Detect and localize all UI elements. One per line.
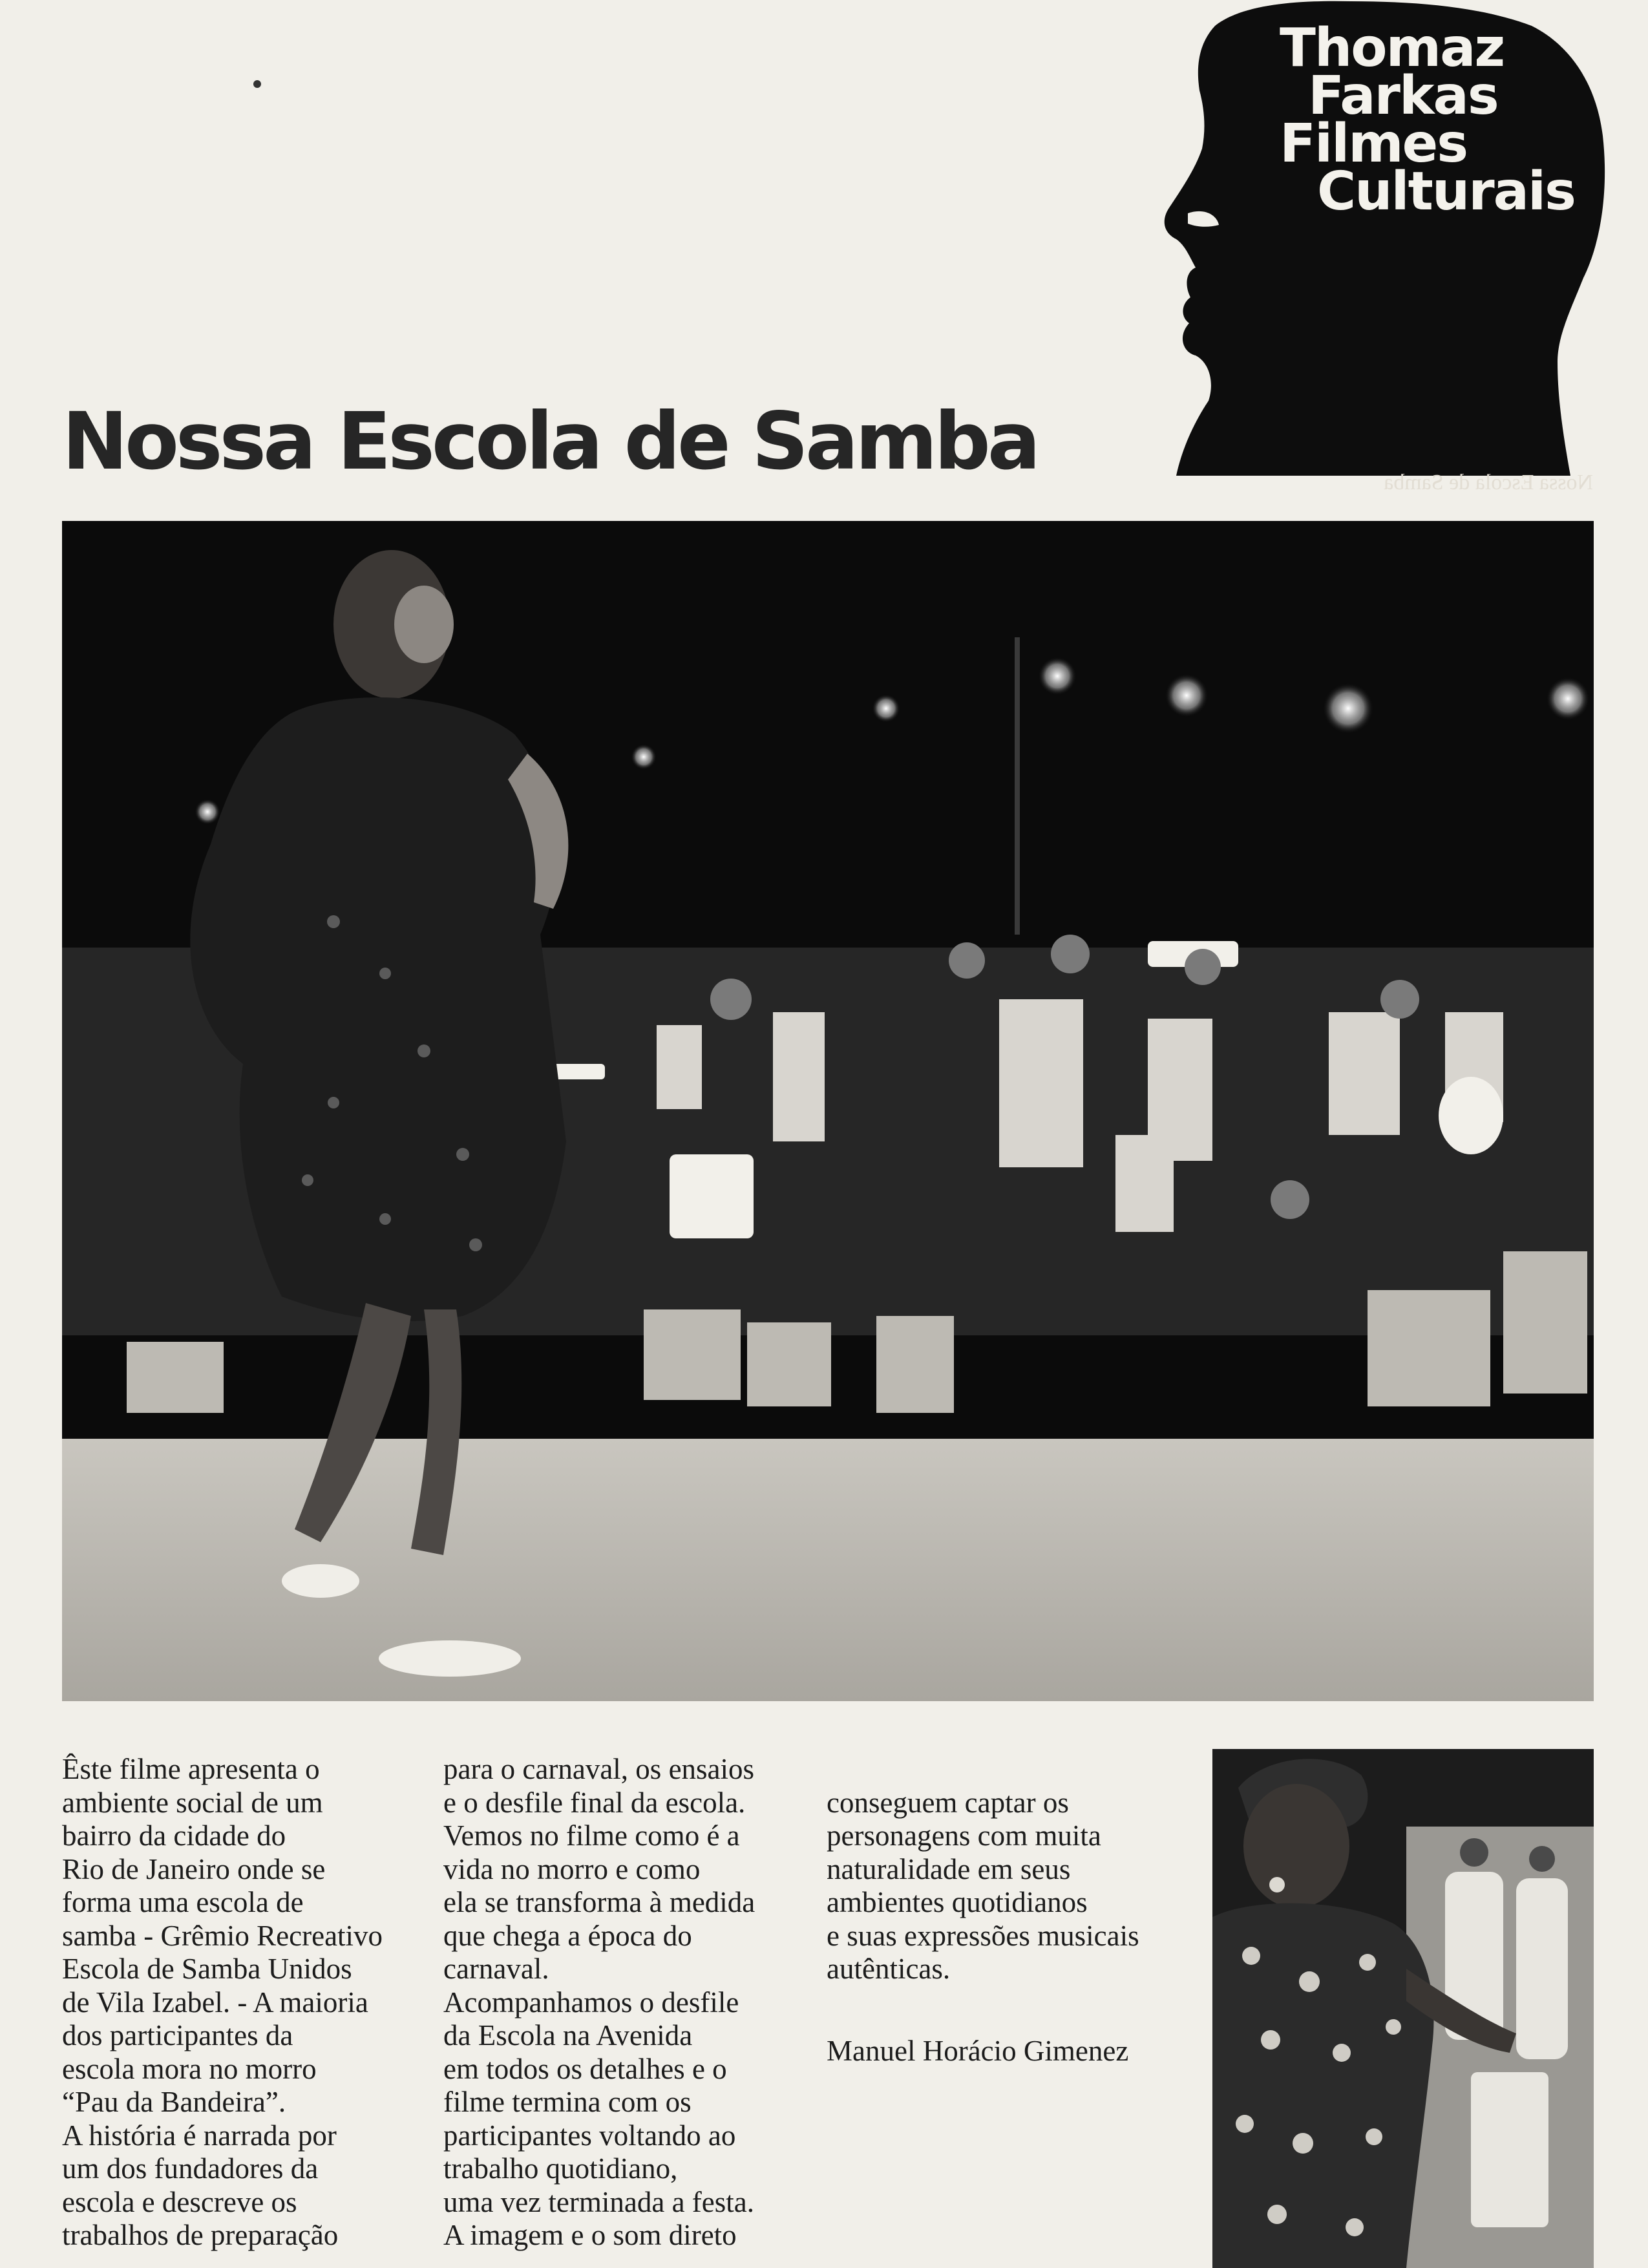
paper-speck <box>253 80 261 88</box>
main-photo <box>62 521 1594 1701</box>
body-text-column-3 <box>827 1753 1188 2101</box>
photo-samba-dancer-crowd-icon <box>62 521 1594 1701</box>
brand-name <box>1280 17 1575 222</box>
body-text-column-3-text: conseguem captar os personagens com muita naturalidade em seus ambientes quotidianos e suas expressões musicais autênticas. <box>827 1786 1139 1985</box>
body-text-column-2: para o carnaval, os ensaios e o desfile final da escola. Vemos no filme como é a vida no morro e como ela se transforma à medida que chega a época do carnaval. Acompanhamos o desfile da Escola na Avenida em todos os detalhes e o filme termina com os participantes voltando ao trabalho quotidiano, uma vez terminada a festa. A imagem e o som direto <box>443 1753 755 2251</box>
photo-woman-dancing-icon <box>1212 1749 1594 2268</box>
page-title: Nossa Escola de Samba <box>62 396 1038 487</box>
brand-logo <box>1144 0 1609 476</box>
body-text-column-1: Êste filme apresenta o ambiente social de um bairro da cidade do Rio de Janeiro onde se forma uma escola de samba - Grêmio Recreativo Escola de Samba Unidos de Vila Izabel. - A maioria dos participantes da escola mora no morro “Pau da Bandeira”. A história é narrada por um dos fundadores da escola e descreve os trabalhos de preparação <box>62 1753 383 2251</box>
brand-line-4: Culturais <box>1317 161 1575 222</box>
brand-line-1: Thomaz <box>1280 17 1505 79</box>
small-photo <box>1212 1749 1594 2268</box>
brand-line-2: Farkas <box>1308 65 1498 127</box>
author-signature: Manuel Horácio Gimenez <box>827 2035 1129 2067</box>
brand-line-3: Filmes <box>1280 113 1468 175</box>
show-through-text: Nossa Escola de Samba <box>1384 471 1593 494</box>
